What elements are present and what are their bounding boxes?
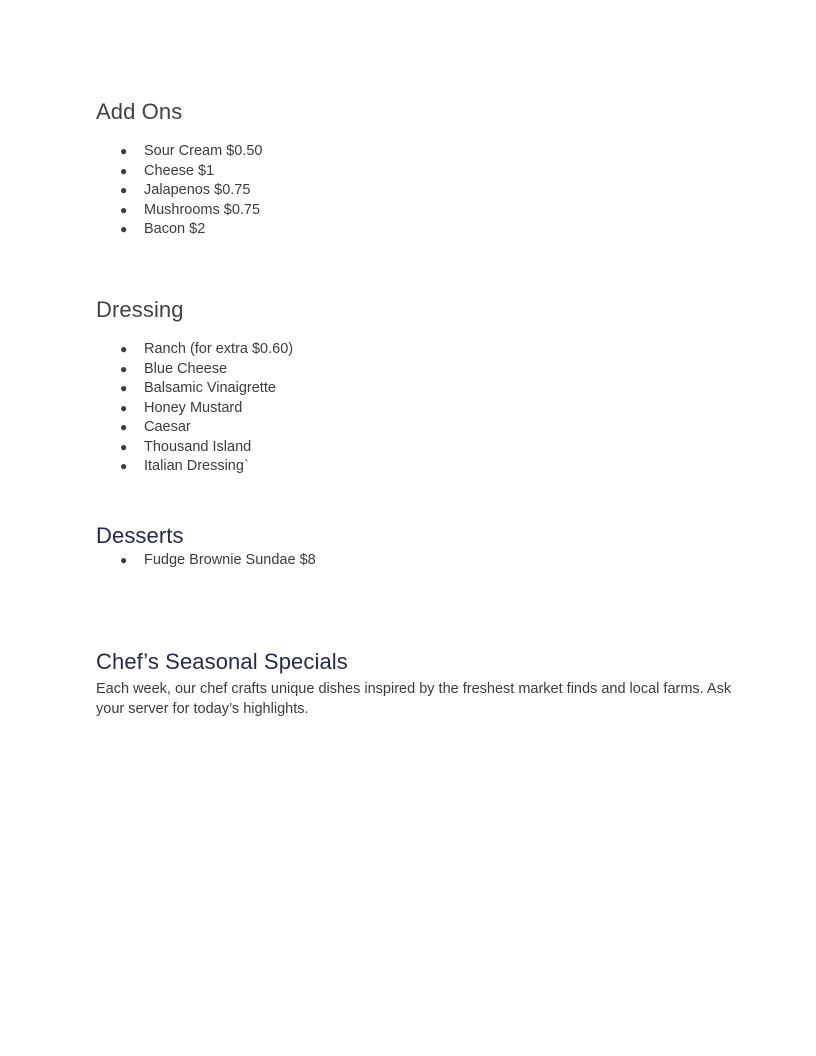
specials-description: Each week, our chef crafts unique dishes inspired by the freshest market finds and local farms. Ask your server for today’s highlights.: [96, 681, 732, 717]
list-item-label: Fudge Brownie Sundae $8: [144, 552, 316, 568]
list-item: [96, 360, 293, 380]
list-item: [96, 457, 293, 477]
specials-section: [96, 649, 736, 719]
list-item: [96, 340, 293, 360]
bullet-icon: ●: [120, 400, 128, 415]
bullet-icon: ●: [120, 342, 128, 356]
list-item: [96, 201, 262, 221]
list-item: [96, 162, 262, 182]
list-item: [96, 142, 262, 162]
bullet-icon: ●: [120, 202, 128, 217]
list-item-label: Honey Mustard: [144, 399, 243, 416]
desserts-list: [96, 551, 316, 571]
list-item: [96, 399, 293, 419]
list-item: [96, 181, 262, 201]
list-item: [96, 379, 293, 399]
add-ons-section: [96, 99, 262, 240]
list-item-label: Jalapenos $0.75: [144, 182, 251, 198]
bullet-icon: ●: [120, 144, 128, 158]
bullet-icon: ●: [120, 222, 128, 236]
add-ons-list: [96, 142, 262, 240]
list-item: [96, 551, 316, 571]
list-item-label: Bacon $2: [144, 221, 206, 237]
bullet-icon: ●: [120, 553, 128, 567]
bullet-icon: ●: [120, 439, 128, 454]
list-item-label: Cheese $1: [144, 162, 215, 179]
bullet-icon: ●: [120, 381, 128, 395]
dressing-section: [96, 297, 293, 477]
list-item-label: Blue Cheese: [144, 360, 228, 377]
bullet-icon: ●: [120, 361, 128, 376]
specials-title: Chef’s Seasonal Specials: [96, 649, 348, 674]
list-item-label: Italian Dressing`: [144, 458, 249, 474]
bullet-icon: ●: [120, 163, 128, 178]
bullet-icon: ●: [120, 420, 128, 434]
list-item: [96, 438, 293, 458]
bullet-icon: ●: [120, 183, 128, 197]
bullet-icon: ●: [120, 459, 128, 473]
list-item-label: Balsamic Vinaigrette: [144, 380, 276, 396]
desserts-section: [96, 523, 316, 571]
list-item-label: Ranch (for extra $0.60): [144, 341, 294, 357]
list-item-label: Thousand Island: [144, 438, 252, 455]
dressing-title: Dressing: [96, 297, 184, 322]
list-item: [96, 220, 262, 240]
list-item-label: Mushrooms $0.75: [144, 201, 261, 218]
list-item-label: Sour Cream $0.50: [144, 143, 263, 159]
list-item-label: Caesar: [144, 419, 191, 435]
list-item: [96, 418, 293, 438]
dressing-list: [96, 340, 293, 477]
desserts-title: Desserts: [96, 523, 184, 548]
add-ons-title: Add Ons: [96, 99, 183, 124]
